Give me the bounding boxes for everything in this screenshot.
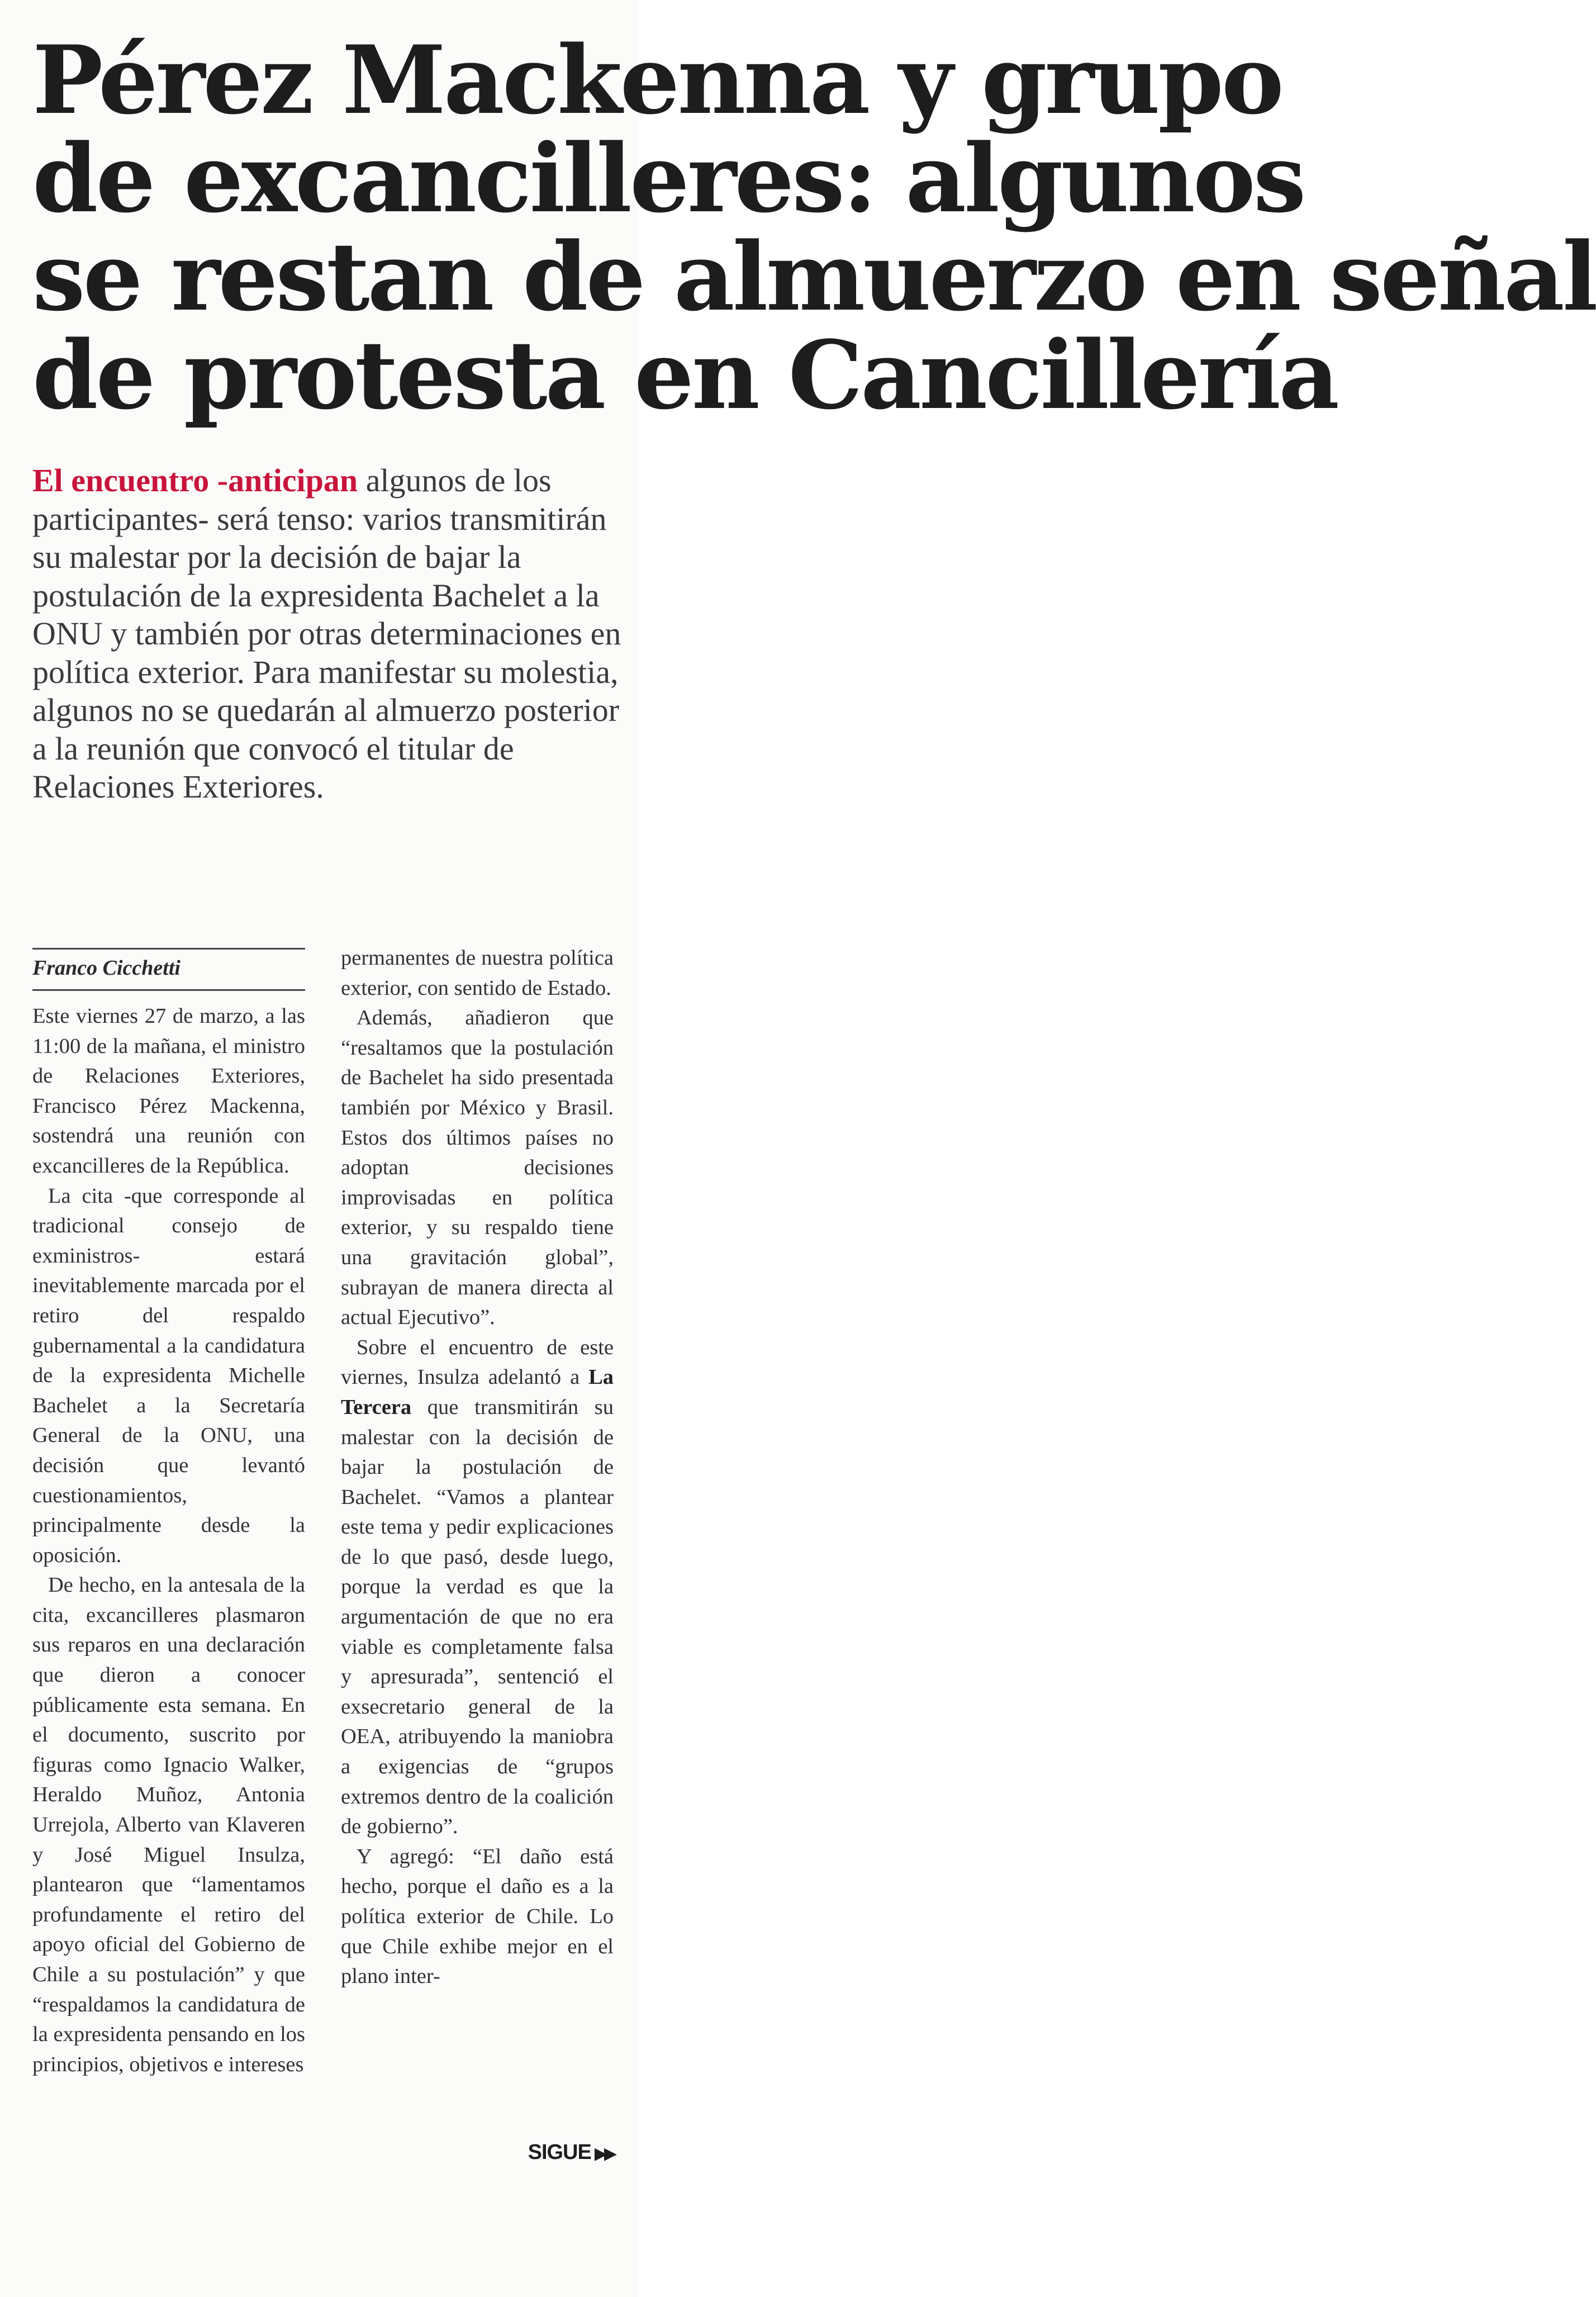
headline-line: de excancilleres: algunos bbox=[32, 123, 1304, 234]
article-paragraph: permanentes de nuestra política exterior, con sentido de Estado. bbox=[341, 946, 614, 1000]
headline-line: se restan de almuerzo en señal bbox=[32, 221, 1596, 332]
byline-author: Franco Cicchetti bbox=[32, 956, 180, 980]
continue-marker bbox=[498, 2141, 614, 2165]
paragraph-text: Sobre el encuentro de este viernes, Insulza adelantó a bbox=[341, 1335, 614, 1389]
article-column-1 bbox=[32, 1002, 305, 2080]
article-paragraph: Además, añadieron que “resaltamos que la postulación de Bachelet ha sido presentada también por México y Brasil. Estos dos últimos países no adoptan decisiones improvisadas en política exterior, y su respaldo tiene una gravitación global”, subrayan de manera directa al actual Ejecutivo”. bbox=[341, 1006, 614, 1330]
article-column-2 bbox=[341, 943, 614, 1992]
headline bbox=[32, 25, 1596, 430]
lead-paragraph bbox=[32, 462, 625, 806]
lead-kicker: El encuentro -anticipan bbox=[32, 462, 358, 499]
article-paragraph: Y agregó: “El daño está hecho, porque el daño es a la política exterior de Chile. Lo que Chile exhibe mejor en el plano inter- bbox=[341, 1844, 614, 1988]
continue-label: SIGUE bbox=[528, 2141, 591, 2164]
article-paragraph: Este viernes 27 de marzo, a las 11:00 de la mañana, el ministro de Relaciones Exteriores, Francisco Pérez Mackenna, sostendrá una reunión con excancilleres de la República. bbox=[32, 1004, 305, 1178]
article-paragraph bbox=[341, 1333, 614, 1842]
headline-line: de protesta en Cancillería bbox=[32, 320, 1337, 430]
article-paragraph: La cita -que corresponde al tradicional consejo de exministros- estará inevitablemente marcada por el retiro del respaldo gubernamental a la candidatura de la expresidenta Michelle Bachelet a la Secretaría General de la ONU, una decisión que levantó cuestionamientos, principalmente desde la oposición. bbox=[32, 1184, 305, 1567]
byline-bottom-rule bbox=[32, 989, 305, 991]
double-arrow-icon: ▶▶ bbox=[594, 2144, 614, 2163]
lead-body: algunos de los participantes- será tenso: varios transmitirán su malestar por la decisión de bajar la postulación de la expresidenta Bachelet a la ONU y también por otras determinaciones en política exterior. Para manifestar su molestia, algunos no se quedarán al almuerzo posterior a la reunión que convocó el titular de Relaciones Exteriores. bbox=[32, 462, 621, 805]
newspaper-name: La Tercera bbox=[341, 1365, 614, 1419]
article-paragraph: De hecho, en la antesala de la cita, excancilleres plasmaron sus reparos en una declaración que dieron a conocer públicamente esta semana. En el documento, suscrito por figuras como Ignacio Walker, Heraldo Muñoz, Antonia Urrejola, Alberto van Klaveren y José Miguel Insulza, plantearon que “lamentamos profundamente el retiro del apoyo oficial del Gobierno de Chile a su postulación” y que “respaldamos la candidatura de la expresidenta pensando en los principios, objetivos e intereses bbox=[32, 1573, 305, 2076]
headline-line: Pérez Mackenna y grupo bbox=[32, 25, 1282, 135]
byline-top-rule bbox=[32, 948, 305, 950]
paragraph-text: que transmitirán su malestar con la decisión de bajar la postulación de Bachelet. “Vamos a plantear este tema y pedir explicaciones de lo que pasó, desde luego, porque la verdad es que la argumentación de que no era viable es completamente falsa y apresurada”, sentenció el exsecretario general de la OEA, atribuyendo la maniobra a exigencias de “grupos extremos dentro de la coalición de gobierno”. bbox=[341, 1395, 614, 1839]
